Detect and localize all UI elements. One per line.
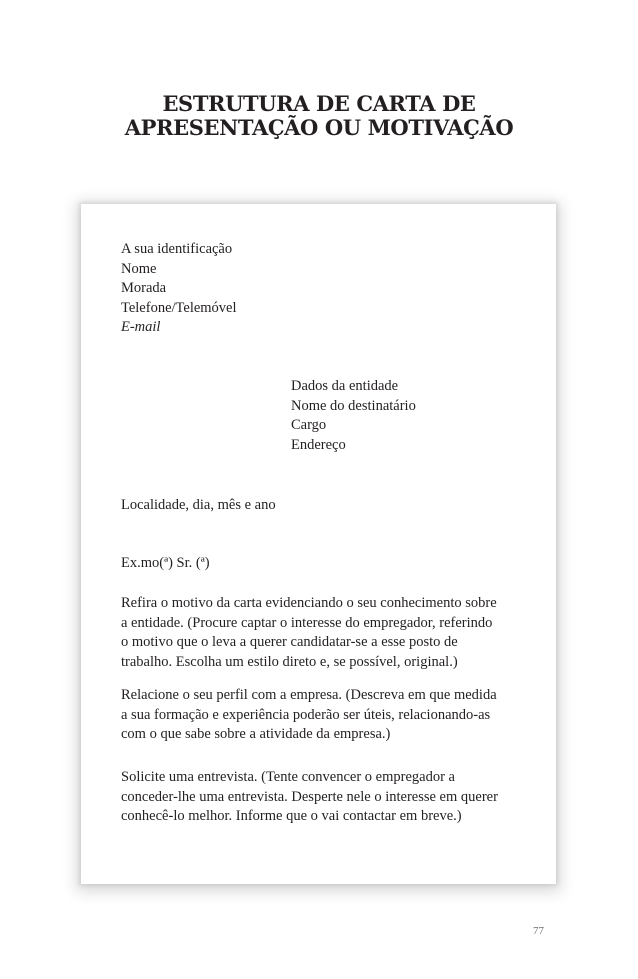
date-line: Localidade, dia, mês e ano — [121, 497, 276, 513]
paragraph-line: o motivo que o leva a querer candidatar-se a esse posto de — [121, 634, 458, 650]
paragraph-line: Solicite uma entrevista. (Tente convencer o empregador a — [121, 769, 455, 785]
recipient-name: Nome do destinatário — [291, 397, 416, 414]
sender-heading: A sua identificação — [121, 241, 233, 257]
paragraph-line: conhecê-lo melhor. Informe que o vai contactar em breve.) — [121, 808, 462, 824]
sender-email: E-mail — [121, 319, 161, 335]
paragraph-line: Relacione o seu perfil com a empresa. (Descreva em que medida — [121, 687, 497, 703]
paragraph-line: com o que sabe sobre a atividade da empresa.) — [121, 726, 391, 742]
paragraph-line: conceder-lhe uma entrevista. Desperte nele o interesse em querer — [121, 788, 498, 805]
paragraph-line: Refira o motivo da carta evidenciando o seu conhecimento sobre — [121, 595, 497, 611]
sender-phone: Telefone/Telemóvel — [121, 299, 237, 316]
salutation: Ex.mo(ª) Sr. (ª) — [121, 555, 210, 571]
sender-address: Morada — [121, 280, 167, 296]
paragraph-line: a entidade. (Procure captar o interesse do empregador, referindo — [121, 614, 493, 631]
recipient-block — [291, 377, 416, 455]
paragraph-line: trabalho. Escolha um estilo direto e, se possível, original.) — [121, 653, 458, 670]
recipient-position: Cargo — [291, 417, 327, 433]
sender-identification-block — [121, 240, 237, 338]
page-number: 77 — [533, 925, 544, 937]
page-title — [0, 92, 638, 140]
paragraph-interview — [121, 768, 498, 827]
recipient-heading: Dados da entidade — [291, 378, 399, 394]
letter-template-card — [81, 204, 556, 884]
recipient-address: Endereço — [291, 436, 346, 453]
sender-name: Nome — [121, 260, 157, 277]
page-title-line-2: APRESENTAÇÃO OU MOTIVAÇÃO — [124, 115, 514, 140]
page-title-line-1: ESTRUTURA DE CARTA DE — [162, 91, 476, 116]
paragraph-profile — [121, 686, 497, 745]
paragraph-motive — [121, 594, 497, 672]
paragraph-line: a sua formação e experiência poderão ser úteis, relacionando-as — [121, 706, 491, 723]
